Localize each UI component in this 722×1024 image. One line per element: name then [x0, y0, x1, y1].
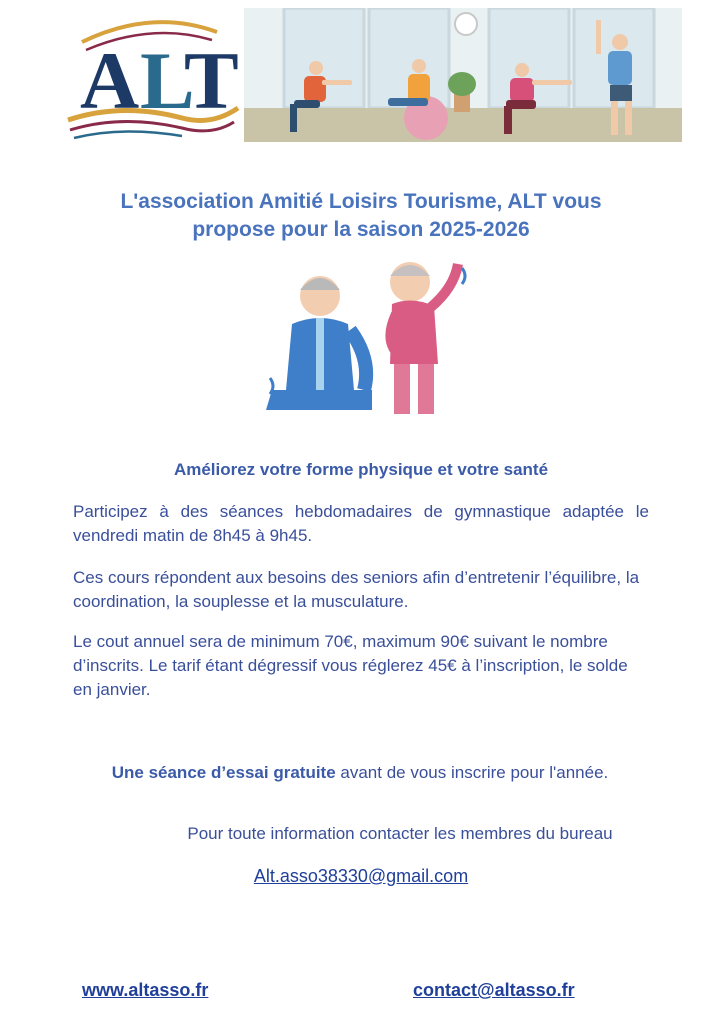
svg-text:A: A — [80, 35, 140, 126]
contact-instructions: Pour toute information contacter les membres du bureau — [187, 824, 613, 843]
seniors-gym-class-illustration — [244, 8, 682, 142]
paragraph-pricing: Le cout annuel sera de minimum 70€, maximum 90€ suivant le nombre d’inscrits. Le tarif étant dégressif vous réglerez 45€ à l’inscription, le solde en janvier. — [73, 632, 628, 699]
alt-logo — [62, 10, 242, 145]
website-link[interactable]: www.altasso.fr — [82, 980, 209, 1000]
paragraph-benefits: Ces cours répondent aux besoins des seniors afin d’entretenir l’équilibre, la coordination, la souplesse et la musculature. — [73, 568, 640, 611]
free-trial-emphasis: Une séance d’essai gratuite — [111, 763, 336, 782]
svg-text:L: L — [140, 35, 195, 126]
free-trial-text: avant de vous inscrire pour l'année. — [335, 763, 609, 782]
footer-email-link[interactable]: contact@altasso.fr — [413, 980, 575, 1000]
free-trial-notice — [80, 760, 640, 785]
headline-line-2: propose pour la saison 2025-2026 — [192, 218, 530, 241]
svg-text:T: T — [184, 35, 239, 126]
headline-line-1: L'association Amitié Loisirs Tourisme, ALT vous — [120, 190, 602, 213]
subheading: Améliorez votre forme physique et votre santé — [173, 460, 549, 479]
page-headline — [40, 188, 682, 244]
contact-email-link[interactable]: Alt.asso38330@gmail.com — [253, 866, 469, 886]
paragraph-schedule: Participez à des séances hebdomadaires de gymnastique adaptée le vendredi matin de 8h45 à 9h45. — [73, 502, 649, 545]
seniors-stretching-illustration — [262, 260, 472, 418]
